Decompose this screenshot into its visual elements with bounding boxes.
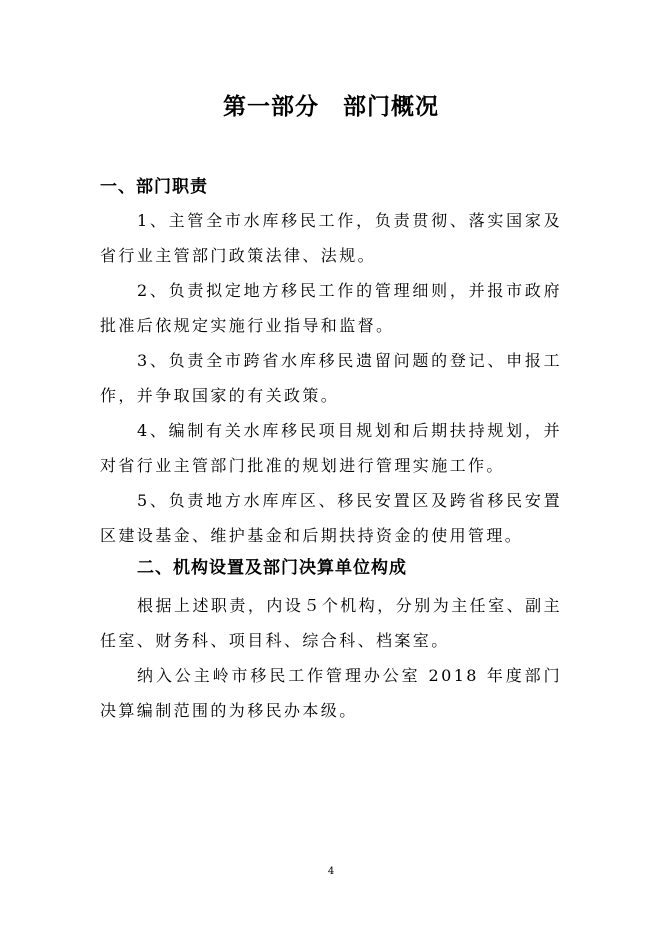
responsibility-item-4: 4、编制有关水库移民项目规划和后期扶持规划，并对省行业主管部门批准的规划进行管理实施工作。 (100, 421, 562, 475)
section-heading-organization: 二、机构设置及部门决算单位构成 (137, 558, 407, 578)
section-heading-responsibilities: 一、部门职责 (100, 177, 208, 197)
page-title: 第一部分 部门概况 (223, 94, 439, 120)
responsibility-item-5: 5、负责地方水库库区、移民安置区及跨省移民安置区建设基金、维护基金和后期扶持资金的使用管理。 (100, 491, 562, 545)
responsibility-item-2: 2、负责拟定地方移民工作的管理细则，并报市政府批准后依规定实施行业指导和监督。 (100, 281, 562, 335)
responsibility-item-1: 1、主管全市水库移民工作，负责贯彻、落实国家及省行业主管部门政策法律、法规。 (100, 211, 562, 265)
page-number: 4 (327, 866, 335, 877)
organization-paragraph: 根据上述职责，内设５个机构，分别为主任室、副主任室、财务科、项目科、综合科、档案室。 (100, 596, 562, 650)
responsibility-item-3: 3、负责全市跨省水库移民遗留问题的登记、申报工作，并争取国家的有关政策。 (100, 351, 562, 405)
budget-scope-paragraph: 纳入公主岭市移民工作管理办公室 2018 年度部门决算编制范围的为移民办本级。 (100, 666, 562, 720)
